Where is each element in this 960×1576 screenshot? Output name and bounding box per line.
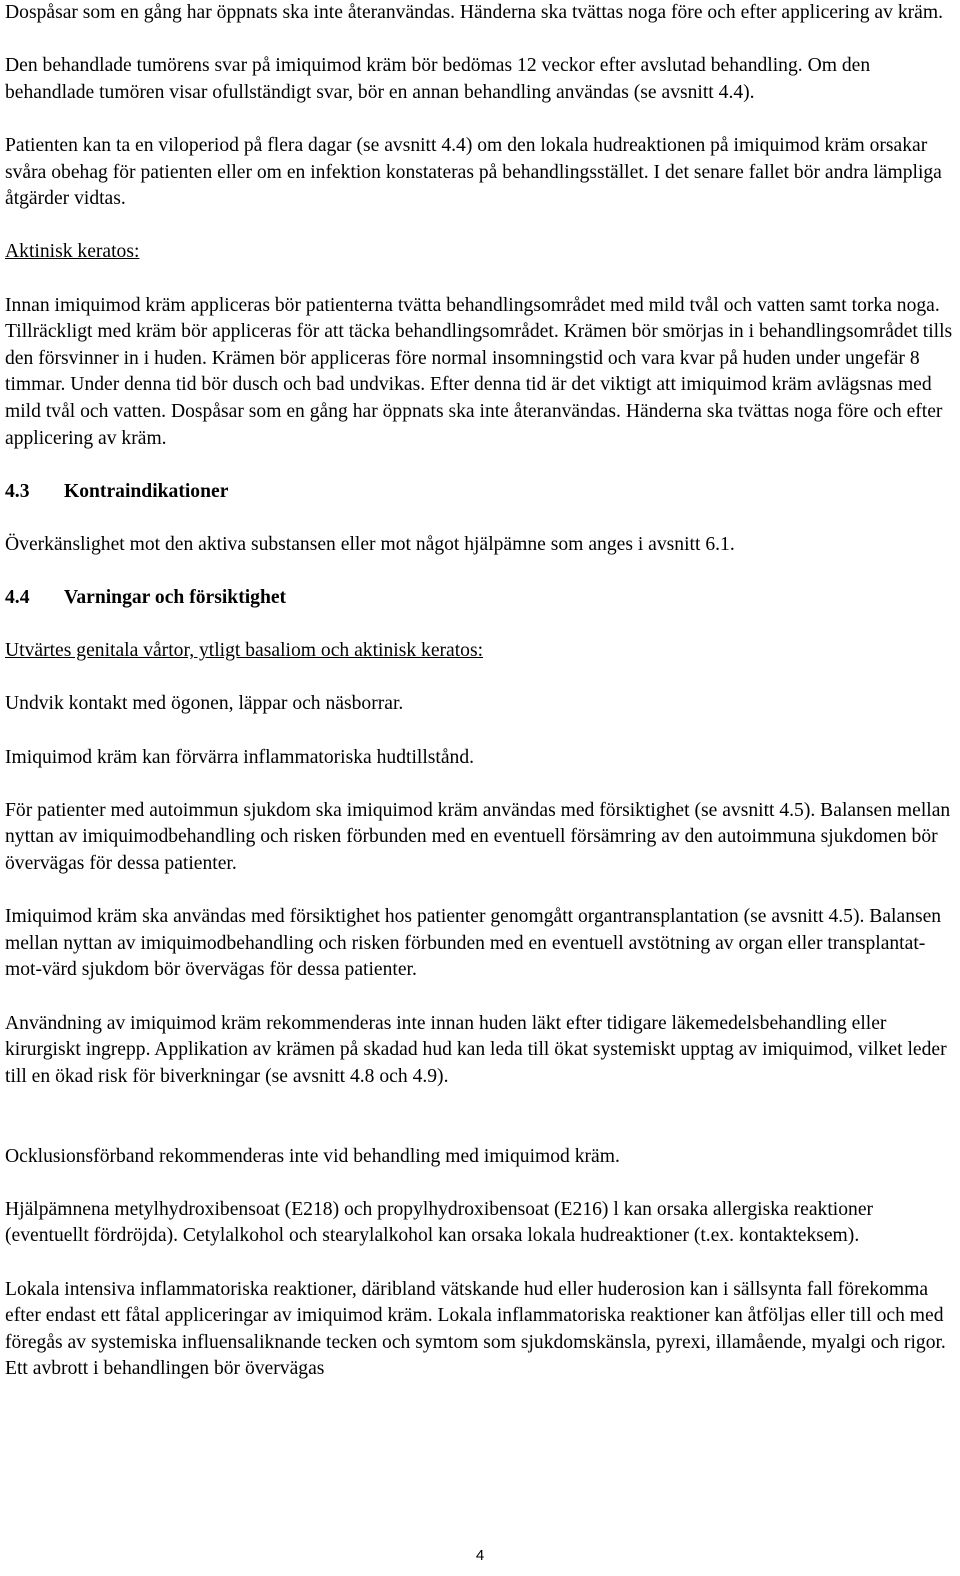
paragraph-transplant: Imiquimod kräm ska användas med försiktighet hos patienter genomgått organtransplantation (se avsnitt 4.5). Balansen mellan nyttan av imiquimodbehandling och risken förbunden med en eventuell avstötning av organ eller transplantat-mot-värd sjukdom bör övervägas för dessa patienter. xyxy=(5,906,942,981)
paragraph-damaged-skin: Användning av imiquimod kräm rekommenderas inte innan huden läkt efter tidigare läkemedelsbehandling eller kirurgiskt ingrepp. Applikation av krämen på skadad hud kan leda till ökat systemiskt upptag av imiquimod, vilket leder till en ökad risk för biverkningar (se avsnitt 4.8 och 4.9). xyxy=(5,1012,947,1087)
subheading-aktinisk-keratos: Aktinisk keratos: xyxy=(5,241,140,263)
paragraph-autoimmune: För patienter med autoimmun sjukdom ska imiquimod kräm användas med försiktighet (se avsnitt 4.5). Balansen mellan nyttan av imiquimodbehandling och risken förbunden med en eventuell försämring av den autoimmuna sjukdomen bör övervägas för dessa patienter. xyxy=(5,799,951,874)
section-title: Kontraindikationer xyxy=(64,480,229,502)
paragraph-local-reactions: Lokala intensiva inflammatoriska reaktioner, däribland vätskande hud eller huderosion kan i sällsynta fall förekomma efter endast ett fåtal appliceringar av imiquimod kräm. Lokala inflammatoriska reaktioner kan åtföljas eller till och med föregås av systemiska influensaliknande tecken och symtom som sjukdomskänsla, pyrexi, illamående, myalgi och rigor. Ett avbrott i behandlingen bör övervägas xyxy=(5,1278,946,1380)
page-number: 4 xyxy=(475,1547,485,1564)
paragraph-dospasar: Dospåsar som en gång har öppnats ska inte återanvändas. Händerna ska tvättas noga före och efter applicering av kräm. xyxy=(5,2,943,23)
paragraph-excipients: Hjälpämnena metylhydroxibensoat (E218) och propylhydroxibensoat (E216) l kan orsaka allergiska reaktioner (eventuellt fördröjda). Cetylalkohol och stearylalkohol kan orsaka lokala hudreaktioner (t.ex. kontakteksem). xyxy=(5,1198,874,1247)
section-number: 4.4 xyxy=(5,587,30,609)
document-page xyxy=(5,0,957,1383)
subheading-genital-warts: Utvärtes genitala vårtor, ytligt basaliom och aktinisk keratos: xyxy=(5,640,484,662)
paragraph-avoid-contact: Undvik kontakt med ögonen, läppar och näsborrar. xyxy=(5,693,404,715)
paragraph-contraindications: Överkänslighet mot den aktiva substansen eller mot något hjälpämne som anges i avsnitt 6.1. xyxy=(5,533,735,555)
section-number: 4.3 xyxy=(5,480,30,502)
paragraph-application-instructions: Innan imiquimod kräm appliceras bör patienterna tvätta behandlingsområdet med mild tvål och vatten samt torka noga. Tillräckligt med kräm bör appliceras för att täcka behandlingsområdet. Krämen bör smörjas in i behandlingsområdet tills den försvinner in i huden. Krämen bör appliceras före normal insomningstid och vara kvar på huden under ungefär 8 timmar. Under denna tid bör dusch och bad undvikas. Efter denna tid är det viktigt att imiquimod kräm avlägsnas med mild tvål och vatten. Dospåsar som en gång har öppnats ska inte återanvändas. Händerna ska tvättas noga före och efter applicering av kräm. xyxy=(5,294,953,449)
paragraph-inflammatory: Imiquimod kräm kan förvärra inflammatoriska hudtillstånd. xyxy=(5,746,475,768)
paragraph-rest-period: Patienten kan ta en viloperiod på flera dagar (se avsnitt 4.4) om den lokala hudreaktionen på imiquimod kräm orsakar svåra obehag för patienten eller om en infektion konstateras på behandlingsstället. I det senare fallet bör andra lämpliga åtgärder vidtas. xyxy=(5,134,942,210)
section-heading-4-3 xyxy=(5,479,957,506)
section-heading-4-4 xyxy=(5,585,957,612)
paragraph-tumor-response: Den behandlade tumörens svar på imiquimod kräm bör bedömas 12 veckor efter avslutad behandling. Om den behandlade tumören visar ofullständigt svar, bör en annan behandling användas (se avsnitt 4.4). xyxy=(5,55,871,103)
section-title: Varningar och försiktighet xyxy=(64,587,287,609)
paragraph-occlusion: Ocklusionsförband rekommenderas inte vid behandling med imiquimod kräm. xyxy=(5,1145,620,1167)
